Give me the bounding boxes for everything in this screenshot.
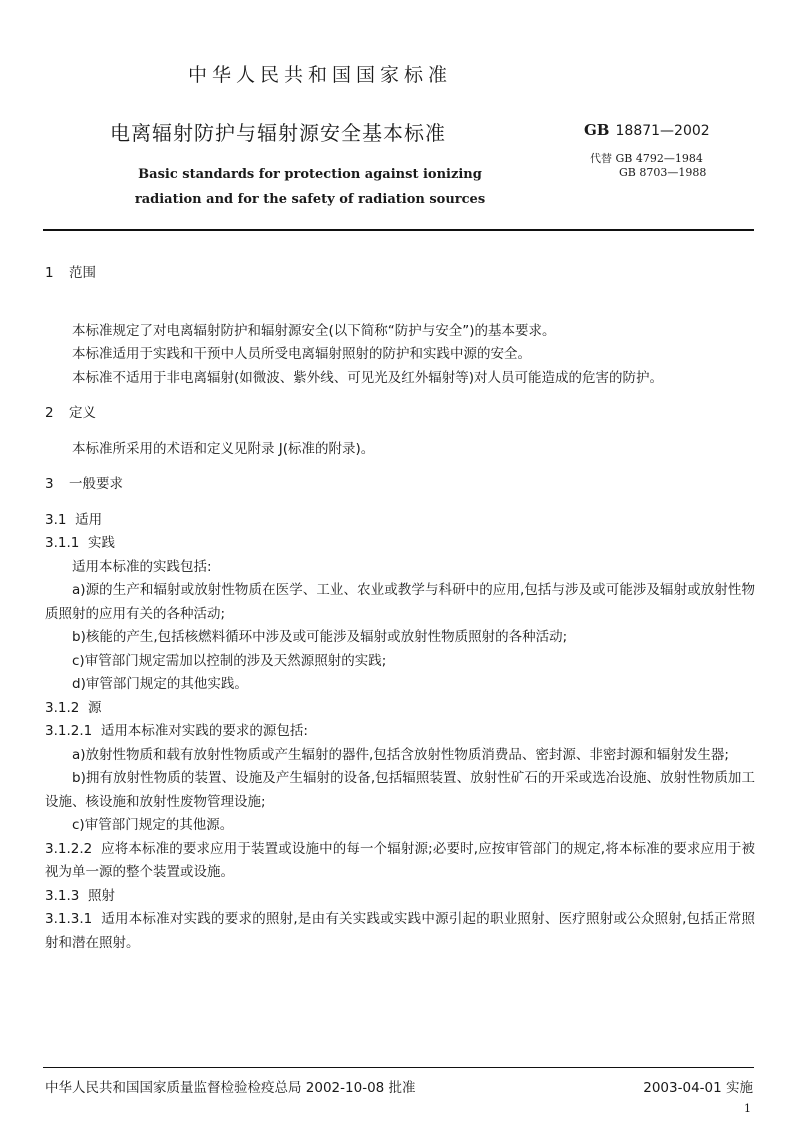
replaces-line-2: GB 8703—1988 xyxy=(619,166,707,179)
clause-text: 适用本标准对实践的要求的源包括: xyxy=(100,723,308,739)
list-item: a)源的生产和辐射或放射性物质在医学、工业、农业或教学与科研中的应用,包括与涉及或可能涉及辐射或放射性物质照射的应用有关的各种活动; xyxy=(45,582,755,622)
paragraph: 本标准所采用的术语和定义见附录 J(标准的附录)。 xyxy=(72,440,375,457)
list-item: c)审管部门规定的其他源。 xyxy=(72,817,234,833)
section-number: 3 xyxy=(45,476,54,492)
paragraph: 本标准适用于实践和干预中人员所受电离辐射照射的防护和实践中源的安全。 xyxy=(72,346,531,362)
clause-3-1-2-2 xyxy=(45,838,755,885)
replaces-note xyxy=(590,152,706,180)
paragraph: 本标准不适用于非电离辐射(如微波、紫外线、可见光及红外辐射等)对人员可能造成的危害的防护。 xyxy=(72,369,664,386)
section-3-1-heading xyxy=(45,509,755,533)
section-title: 照射 xyxy=(87,887,115,904)
section-1-heading xyxy=(45,262,755,286)
en-title-line-2: radiation and for the safety of radiation sources xyxy=(134,192,486,207)
national-standard-title: 中华人民共和国国家标准 xyxy=(187,64,452,86)
clause-3-1-2-1 xyxy=(45,720,755,744)
section-title: 源 xyxy=(87,699,102,716)
list-item: d)审管部门规定的其他实践。 xyxy=(72,676,248,692)
section-number: 1 xyxy=(45,265,54,281)
section-3-1-2-heading xyxy=(45,697,755,721)
document-body xyxy=(45,262,755,955)
section-3-1-1-heading xyxy=(45,532,755,556)
standard-code: 18871—2002 xyxy=(615,123,710,139)
clause-text: 应将本标准的要求应用于装置或设施中的每一个辐射源;必要时,应按审管部门的规定,将本标准的要求应用于被视为单一源的整个装置或设施。 xyxy=(45,840,755,880)
clause-text: 适用本标准对实践的要求的照射,是由有关实践或实践中源引起的职业照射、医疗照射或公众照射,包括正常照射和潜在照射。 xyxy=(45,911,755,951)
section-number: 3.1.2.2 xyxy=(45,840,93,857)
section-title: 实践 xyxy=(87,535,115,551)
section-number: 2 xyxy=(45,405,54,421)
section-3-heading xyxy=(45,473,755,497)
list-item: b)拥有放射性物质的装置、设施及产生辐射的设备,包括辐照装置、放射性矿石的开采或选冶设施、放射性物质加工设施、核设施和放射性废物管理设施; xyxy=(45,770,755,810)
paragraph: 本标准规定了对电离辐射防护和辐射源安全(以下简称“防护与安全”)的基本要求。 xyxy=(72,322,556,339)
section-number: 3.1.2 xyxy=(45,699,80,716)
section-title: 适用 xyxy=(75,511,103,528)
section-number: 3.1.1 xyxy=(45,535,80,551)
section-3-1-3-heading xyxy=(45,885,755,909)
list-item: a)放射性物质和载有放射性物质或产生辐射的器件,包括含放射性物质消费品、密封源、非密封源和辐射发生器; xyxy=(72,746,729,763)
section-2-heading xyxy=(45,402,755,426)
effective-date: 2003-04-01 实施 xyxy=(643,1080,753,1096)
section-title: 一般要求 xyxy=(69,476,123,492)
section-number: 3.1.2.1 xyxy=(45,723,93,739)
section-number: 3.1 xyxy=(45,511,67,528)
replaces-line-1: 代替 GB 4792—1984 xyxy=(590,152,703,165)
footer-divider xyxy=(43,1067,754,1068)
section-number: 3.1.3.1 xyxy=(45,911,93,927)
page-number: 1 xyxy=(744,1102,751,1115)
en-title-line-1: Basic standards for protection against ionizing xyxy=(138,167,482,182)
section-title: 定义 xyxy=(69,405,96,421)
list-item: b)核能的产生,包括核燃料循环中涉及或可能涉及辐射或放射性物质照射的各种活动; xyxy=(72,629,568,645)
standard-number xyxy=(584,121,710,139)
list-item: c)审管部门规定需加以控制的涉及天然源照射的实践; xyxy=(72,652,387,669)
approval-statement: 中华人民共和国国家质量监督检验检疫总局 2002-10-08 批准 xyxy=(45,1080,416,1096)
paragraph: 适用本标准的实践包括: xyxy=(72,558,212,575)
section-number: 3.1.3 xyxy=(45,887,80,904)
header-divider xyxy=(43,229,754,231)
standard-title-zh: 电离辐射防护与辐射源安全基本标准 xyxy=(110,121,446,145)
section-title: 范围 xyxy=(69,265,96,281)
standard-prefix: GB xyxy=(584,121,610,139)
standard-title-en xyxy=(100,162,520,212)
clause-3-1-3-1 xyxy=(45,908,755,955)
